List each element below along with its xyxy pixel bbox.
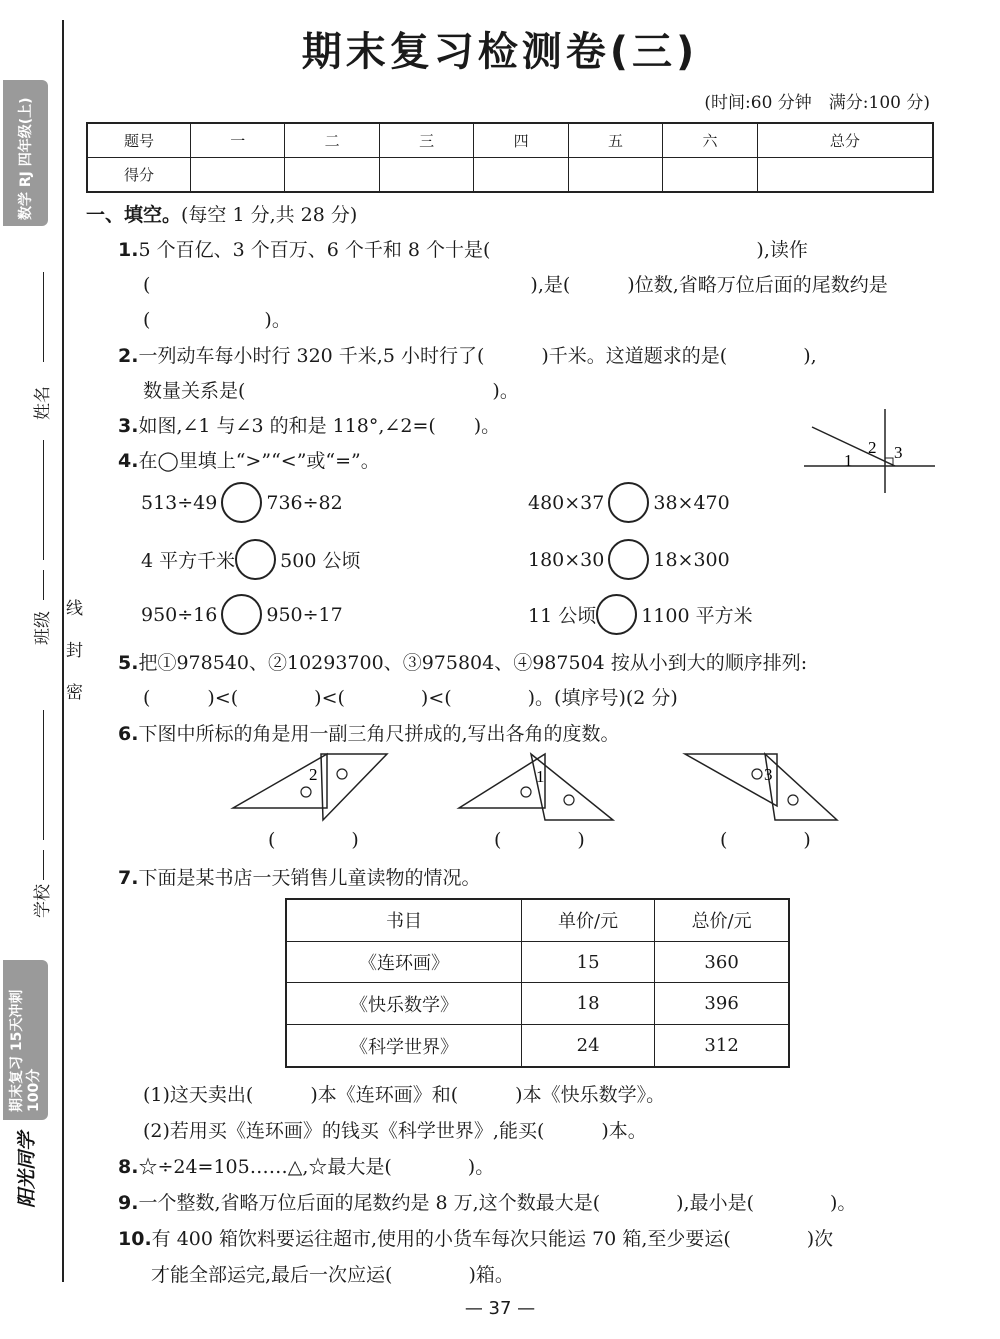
- score-cell: 题号: [87, 123, 191, 158]
- compare-left: 480×37: [528, 491, 605, 514]
- score-input-cell[interactable]: [663, 158, 757, 193]
- table-header-cell: 单价/元: [521, 899, 654, 941]
- seal-seal-char: 封: [66, 641, 83, 661]
- compare-item: [528, 539, 730, 580]
- q8-line1: [118, 1152, 494, 1179]
- q2-text: 一列动车每小时行 320 千米,5 小时行了( )千米。这道题求的是( ),: [138, 345, 817, 367]
- question-number: 4.: [118, 450, 139, 472]
- q9-line1: [118, 1188, 856, 1215]
- table-header-row: [286, 899, 789, 941]
- section-heading: [86, 200, 357, 227]
- angle-figure: [800, 405, 940, 495]
- compare-circle[interactable]: [608, 482, 649, 523]
- table-cell: 15: [521, 941, 654, 983]
- angle-label-1: 1: [844, 451, 853, 470]
- name-field-label: 姓名: [33, 386, 53, 420]
- question-number: 2.: [118, 345, 139, 367]
- school-field-label: 学校: [33, 884, 53, 918]
- compare-left: 11 公顷: [528, 605, 597, 627]
- compare-item: [528, 482, 730, 523]
- q5-line1: [118, 648, 807, 675]
- q10-line1: [118, 1224, 833, 1251]
- series-tab: [3, 960, 48, 1120]
- book-sales-table: [285, 898, 790, 1068]
- score-input-cell[interactable]: [568, 158, 662, 193]
- compare-right: 736÷82: [266, 491, 343, 514]
- score-input-cell[interactable]: [285, 158, 379, 193]
- score-cell: 五: [568, 123, 662, 158]
- q2-line2: 数量关系是( )。: [143, 380, 519, 402]
- section-title: 一、填空。: [86, 204, 182, 226]
- compare-right: 500 公顷: [280, 550, 361, 572]
- score-cell: 一: [191, 123, 285, 158]
- name-rule-2: [43, 440, 44, 560]
- triangle-figures: [225, 750, 850, 825]
- question-number: 5.: [118, 652, 139, 674]
- time-info: (时间:60 分钟 满分:100 分): [704, 93, 930, 113]
- table-row: [286, 1025, 789, 1067]
- q1-line1: [118, 235, 808, 262]
- q6-text: 下图中所标的角是用一副三角尺拼成的,写出各角的度数。: [138, 723, 620, 745]
- q10-text: 有 400 箱饮料要运往超市,使用的小货车每次只能运 70 箱,至少要运( )次: [151, 1228, 834, 1250]
- q3-line1: [118, 411, 500, 438]
- table-cell: 《科学世界》: [286, 1025, 521, 1067]
- compare-left: 180×30: [528, 548, 605, 571]
- class-rule: [43, 570, 44, 600]
- q7-sub1: (1)这天卖出( )本《连环画》和( )本《快乐数学》。: [143, 1084, 666, 1106]
- question-number: 6.: [118, 723, 139, 745]
- compare-left: 513÷49: [141, 491, 218, 514]
- q4-text: 在◯里填上“>”“<”或“=”。: [138, 450, 380, 472]
- angle-label-3: 3: [894, 443, 903, 462]
- seal-secret-char: 密: [66, 683, 83, 703]
- compare-left: 4 平方千米: [141, 550, 236, 572]
- table-row: [286, 983, 789, 1025]
- q6-line1: [118, 719, 620, 746]
- compare-right: 950÷17: [266, 603, 343, 626]
- q6-blank[interactable]: ( ): [268, 829, 359, 851]
- table-cell: 360: [655, 941, 789, 983]
- compare-item: [141, 482, 343, 523]
- question-number: 3.: [118, 415, 139, 437]
- figure-angle-label: 3: [764, 765, 773, 784]
- class-field-label: 班级: [33, 611, 53, 645]
- q3-text: 如图,∠1 与∠3 的和是 118°,∠2=( )。: [138, 415, 501, 437]
- compare-left: 950÷16: [141, 603, 218, 626]
- score-cell: 总分: [757, 123, 933, 158]
- question-number: 1.: [118, 239, 139, 261]
- series-tab-label: 期末复习 15天冲刺100分: [9, 989, 42, 1112]
- q7-line1: [118, 863, 480, 890]
- table-cell: 《快乐数学》: [286, 983, 521, 1025]
- score-cell: 三: [379, 123, 473, 158]
- compare-circle[interactable]: [221, 594, 262, 635]
- compare-circle[interactable]: [235, 539, 276, 580]
- compare-circle[interactable]: [221, 482, 262, 523]
- q1-line3: ( )。: [143, 309, 291, 331]
- q4-line1: [118, 446, 380, 473]
- subject-tab-label: 数学 RJ 四年级(上): [18, 97, 34, 220]
- question-number: 9.: [118, 1192, 139, 1214]
- score-cell: 四: [474, 123, 568, 158]
- question-number: 7.: [118, 867, 139, 889]
- figure-angle-label: 1: [536, 767, 545, 786]
- score-input-cell[interactable]: [757, 158, 933, 193]
- table-cell: 396: [655, 983, 789, 1025]
- binding-line: [62, 20, 64, 1282]
- section-note: (每空 1 分,共 28 分): [181, 204, 358, 226]
- score-input-cell[interactable]: [379, 158, 473, 193]
- table-cell: 312: [655, 1025, 789, 1067]
- score-cell: 六: [663, 123, 757, 158]
- figure-angle-label: 2: [309, 765, 318, 784]
- q6-blank[interactable]: ( ): [720, 829, 811, 851]
- page-number: — 37 —: [464, 1298, 536, 1319]
- q1-line2: ( ),是( )位数,省略万位后面的尾数约是: [143, 274, 888, 296]
- q7-text: 下面是某书店一天销售儿童读物的情况。: [138, 867, 481, 889]
- q8-text: ☆÷24=105……△,☆最大是( )。: [138, 1156, 495, 1178]
- compare-item: [528, 594, 753, 635]
- class-rule-2: [43, 710, 44, 840]
- score-input-cell[interactable]: [474, 158, 568, 193]
- name-rule: [43, 272, 44, 362]
- score-table: [86, 122, 934, 193]
- q5-text: 把①978540、②10293700、③975804、④987504 按从小到大的顺序排列:: [138, 652, 808, 674]
- table-row: [286, 941, 789, 983]
- compare-right: 18×300: [653, 548, 730, 571]
- brand-logo: 阳光同学: [16, 1131, 38, 1208]
- seal-line-char: 线: [66, 599, 83, 619]
- compare-item: [141, 594, 343, 635]
- score-cell: 二: [285, 123, 379, 158]
- subject-tab: [3, 80, 48, 226]
- page-title: 期末复习检测卷(三): [301, 29, 699, 75]
- q1-text: 5 个百亿、3 个百万、6 个千和 8 个十是( ),读作: [138, 239, 808, 261]
- q7-sub2: (2)若用买《连环画》的钱买《科学世界》,能买( )本。: [143, 1120, 647, 1142]
- score-input-cell[interactable]: [191, 158, 285, 193]
- q2-line1: [118, 341, 817, 368]
- compare-right: 38×470: [653, 491, 730, 514]
- score-header-row: [87, 123, 933, 158]
- table-cell: 《连环画》: [286, 941, 521, 983]
- q9-text: 一个整数,省略万位后面的尾数约是 8 万,这个数最大是( ),最小是( )。: [138, 1192, 857, 1214]
- q10-line2: 才能全部运完,最后一次应运( )箱。: [151, 1264, 514, 1286]
- compare-circle[interactable]: [608, 539, 649, 580]
- q5-line2: ( )<( )<( )<( )。(填序号)(2 分): [143, 687, 678, 709]
- school-rule: [43, 850, 44, 880]
- score-value-row: [87, 158, 933, 193]
- question-number: 8.: [118, 1156, 139, 1178]
- table-header-cell: 书目: [286, 899, 521, 941]
- table-cell: 24: [521, 1025, 654, 1067]
- compare-circle[interactable]: [596, 594, 637, 635]
- score-row-label: 得分: [87, 158, 191, 193]
- table-header-cell: 总价/元: [655, 899, 789, 941]
- angle-label-2: 2: [868, 438, 877, 457]
- compare-item: [141, 539, 360, 580]
- table-cell: 18: [521, 983, 654, 1025]
- compare-right: 1100 平方米: [641, 605, 753, 627]
- q6-blank[interactable]: ( ): [494, 829, 585, 851]
- question-number: 10.: [118, 1228, 152, 1250]
